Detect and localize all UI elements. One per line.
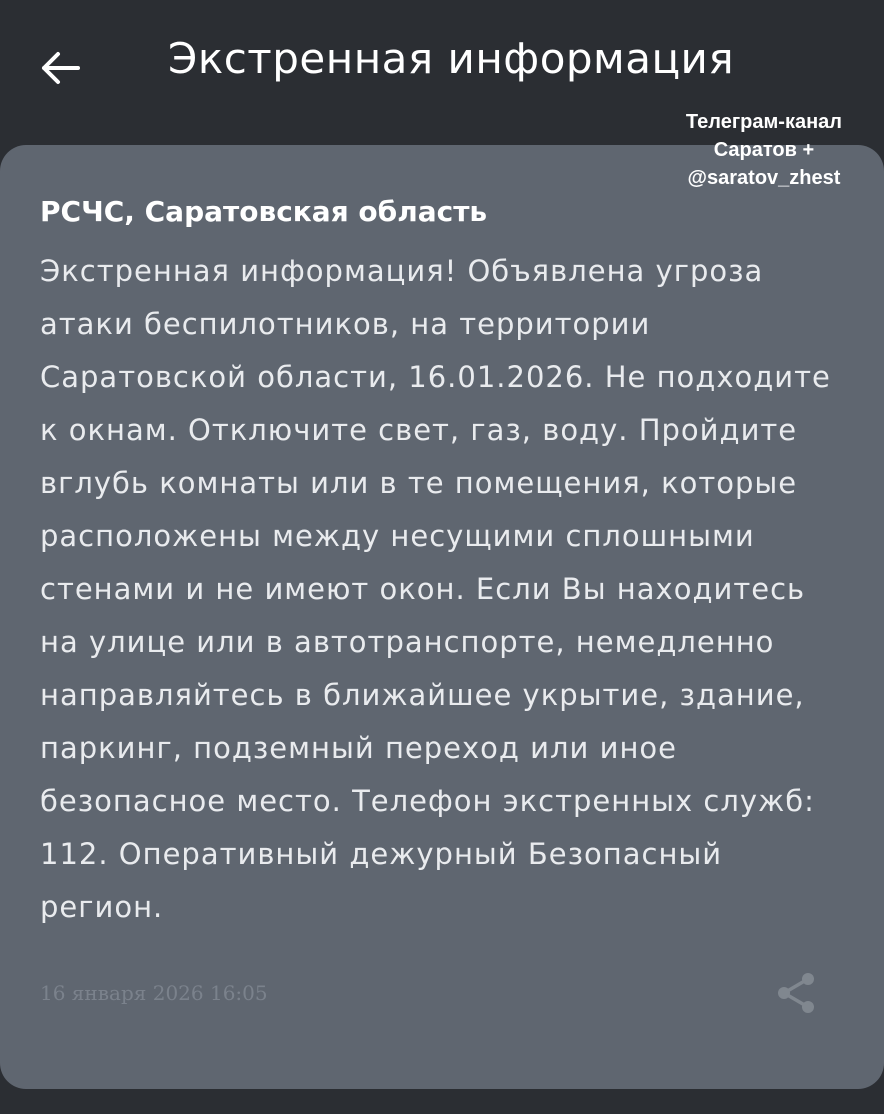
share-icon	[772, 969, 820, 1017]
page-title: Экстренная информация	[168, 34, 735, 83]
watermark-line-1: Телеграм-канал	[685, 111, 842, 133]
watermark-line-2: Саратов +	[713, 139, 815, 161]
arrow-left-icon	[38, 46, 82, 90]
alert-source: РСЧС, Саратовская область	[40, 195, 488, 228]
share-button[interactable]	[768, 965, 824, 1021]
alert-message: Экстренная информация! Объявлена угроза атаки беспилотников, на территории Саратовской области, 16.01.2026. Не подходите к окнам. Отключите свет, газ, воду. Пройдите вглубь комнаты или в те помещения, которые расположены между несущими сплошными стенами и не имеют окон. Если Вы находитесь на улице или в автотранспорте, немедленно направляйтесь в ближайшее укрытие, здание, паркинг, подземный переход или иное безопасное место. Телефон экстренных служб: 112. Оперативный дежурный Безопасный регион.	[40, 254, 831, 924]
alert-card	[0, 145, 884, 1089]
channel-watermark	[686, 108, 842, 192]
alert-timestamp: 16 января 2026 16:05	[40, 981, 268, 1005]
back-button[interactable]	[28, 36, 92, 100]
watermark-line-3: @saratov_zhest	[687, 167, 841, 189]
bottom-strip	[0, 1089, 884, 1114]
